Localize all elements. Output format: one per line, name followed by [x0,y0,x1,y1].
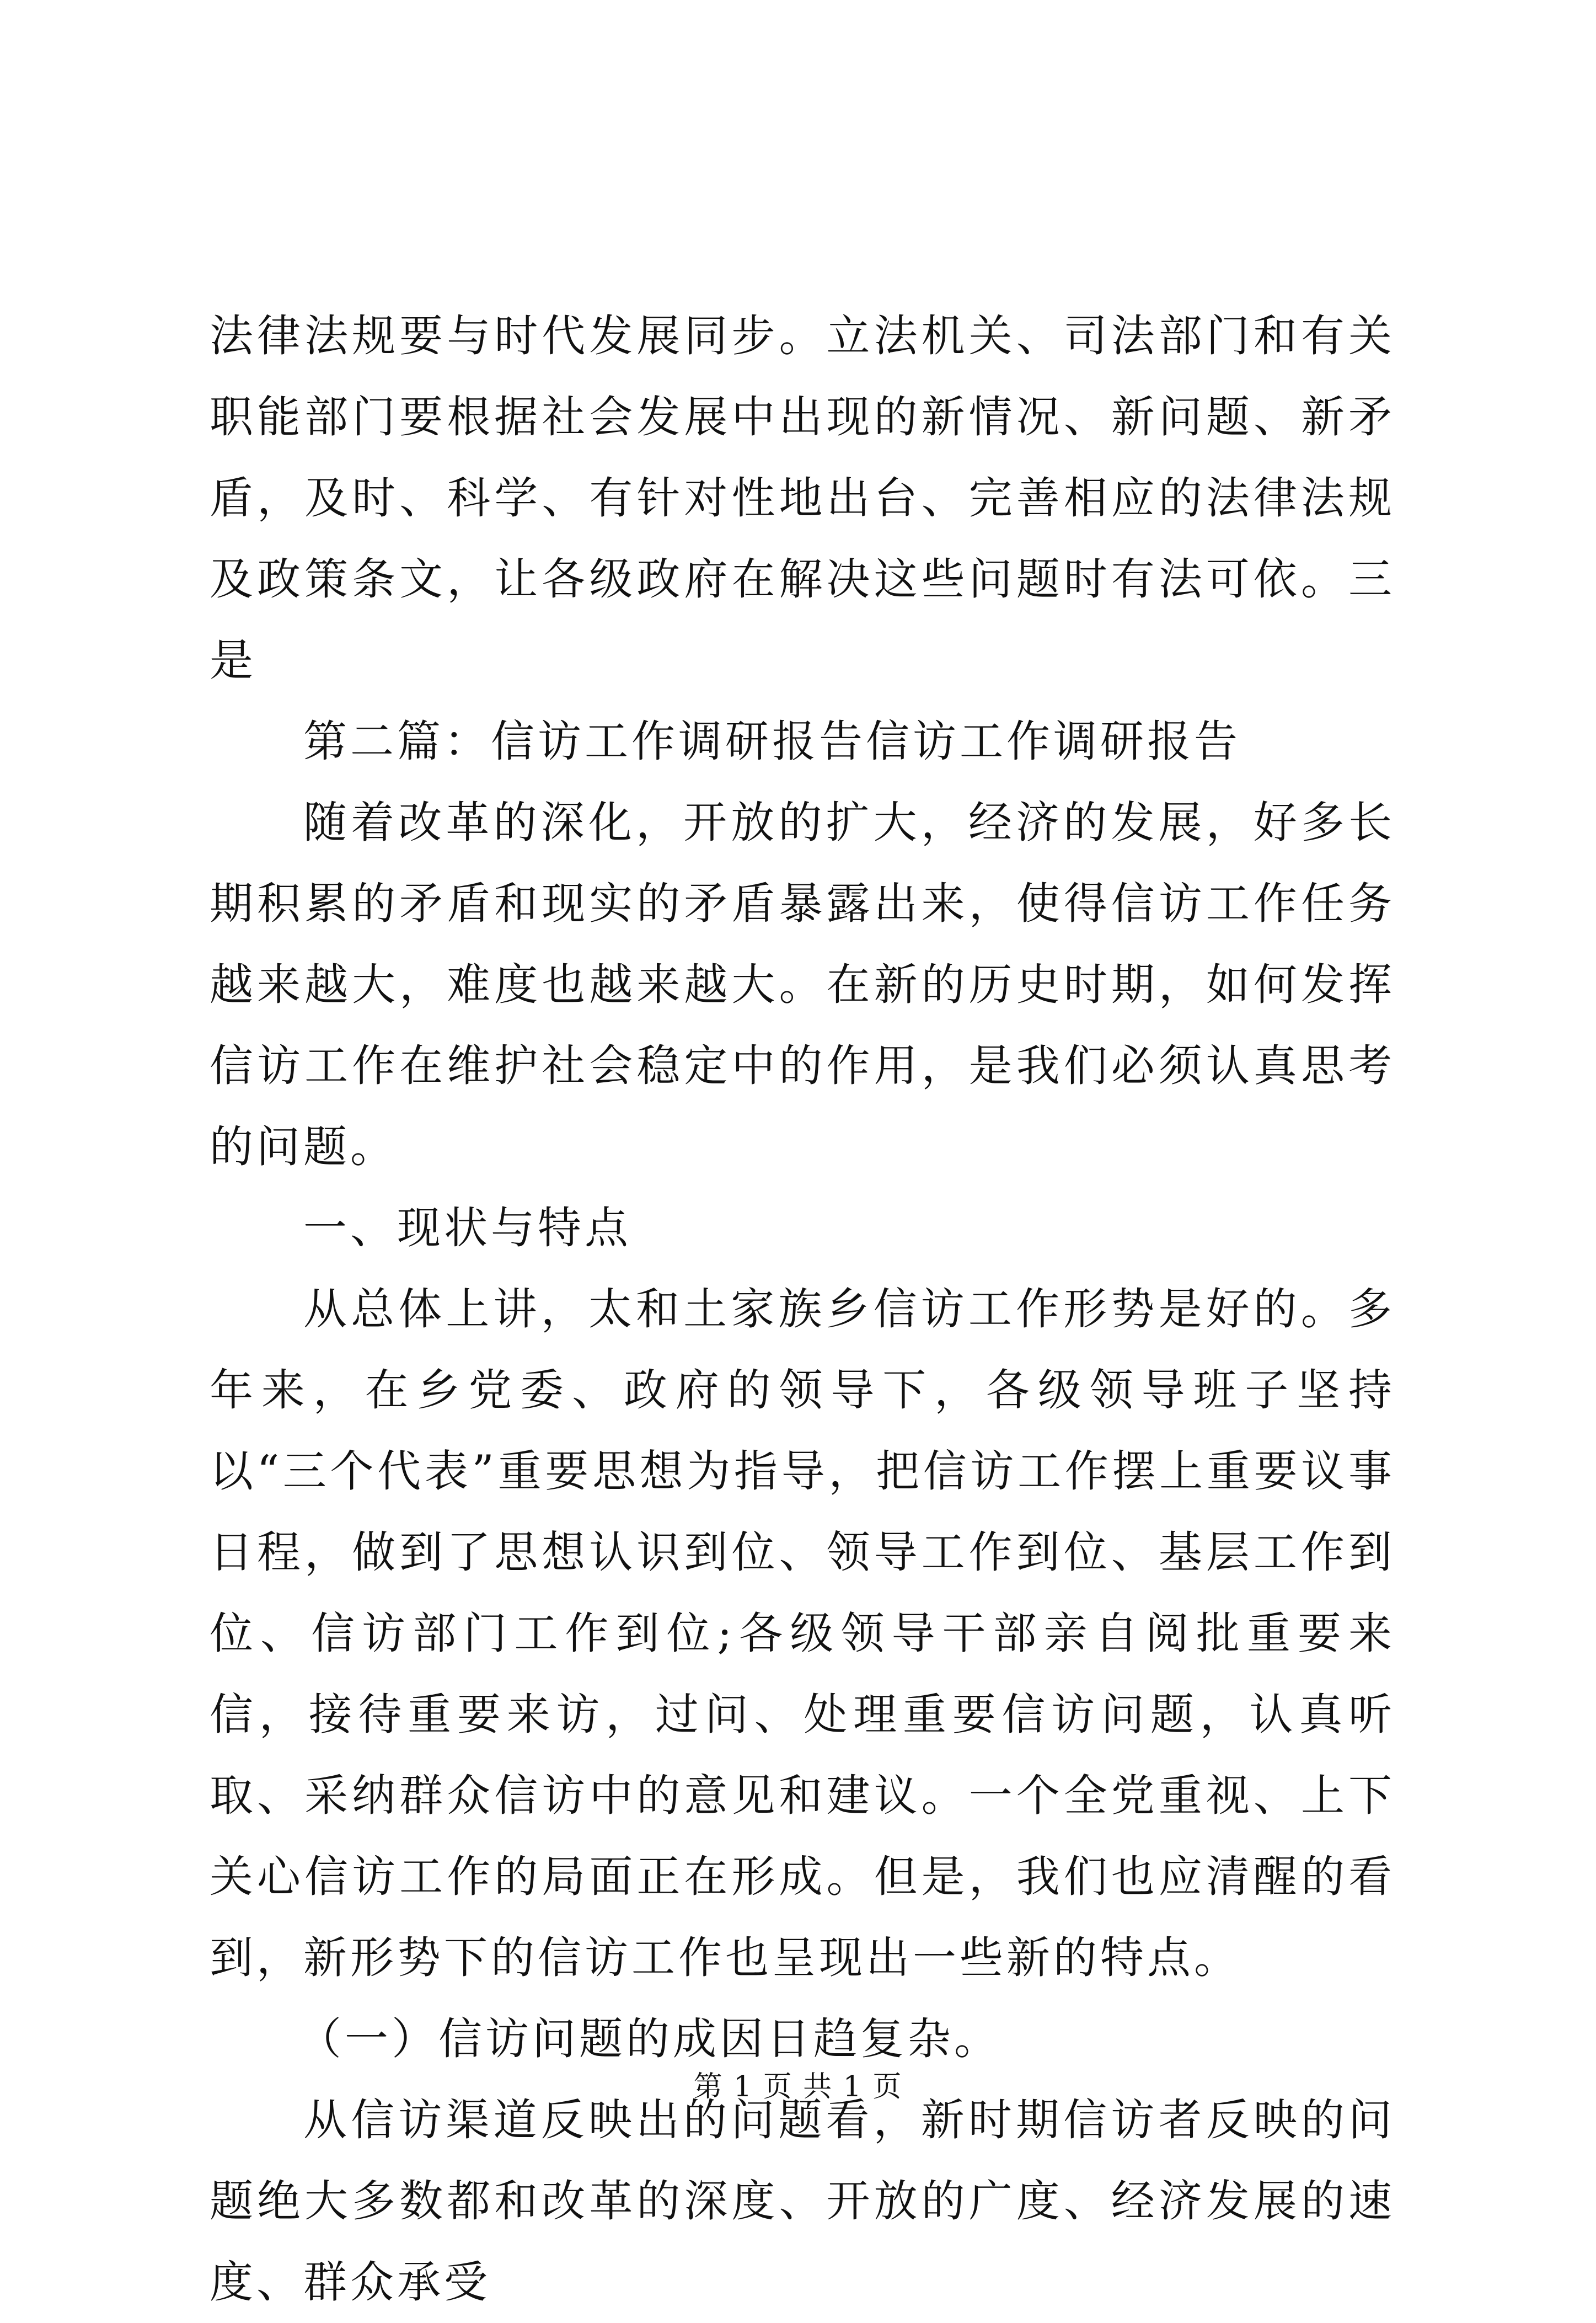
paragraph-causes: 从信访渠道反映出的问题看，新时期信访者反映的问题绝大多数都和改革的深度、开放的广度、经济发展的速度、群众承受 [210,2095,1395,2308]
page-footer: 第 1 页 共 1 页 [693,2070,903,2103]
paragraph-intro: 随着改革的深化，开放的扩大，经济的发展，好多长期积累的矛盾和现实的矛盾暴露出来，使得信访工作任务越来越大，难度也越来越大。在新的历史时期，如何发挥信访工作在维护社会稳定中的作用，是我们必须认真思考的问题。 [210,797,1395,1172]
subheading-causes: （一）信访问题的成因日趋复杂。 [298,2014,1001,2064]
heading-status-features: 一、现状与特点 [303,1203,631,1253]
paragraph-continuation: 法律法规要与时代发展同步。立法机关、司法部门和有关职能部门要根据社会发展中出现的新情况、新问题、新矛盾，及时、科学、有针对性地出台、完善相应的法律法规及政策条文，让各级政府在解决这些问题时有法可依。三是 [210,311,1395,686]
paragraph-overview: 从总体上讲，太和土家族乡信访工作形势是好的。多年来，在乡党委、政府的领导下，各级领导班子坚持以“三个代表”重要思想为指导，把信访工作摆上重要议事日程，做到了思想认识到位、领导工作到位、基层工作到位、信访部门工作到位;各级领导干部亲自阅批重要来信，接待重要来访，过问、处理重要信访问题，认真听取、采纳群众信访中的意见和建议。一个全党重视、上下关心信访工作的局面正在形成。但是，我们也应清醒的看到，新形势下的信访工作也呈现出一些新的特点。 [210,1284,1395,1983]
section-title: 第二篇：信访工作调研报告信访工作调研报告 [303,716,1241,767]
document-body [210,296,1395,2323]
